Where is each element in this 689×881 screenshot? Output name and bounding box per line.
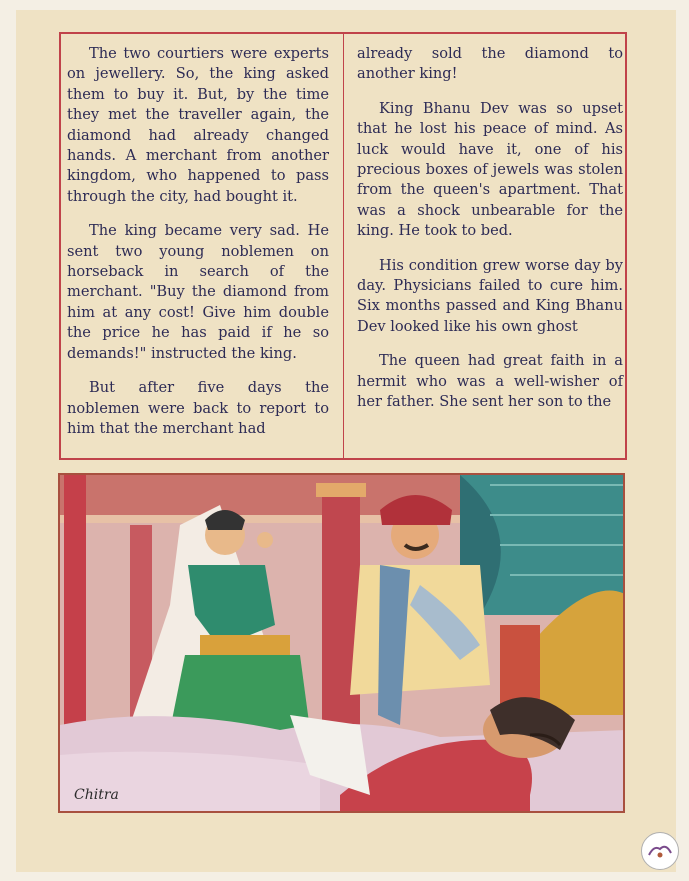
paragraph: But after five days the noblemen were back to report to him that the merchant had — [67, 379, 329, 437]
paragraph: The queen had great faith in a hermit who was a well-wisher of her father. She sent her son to the — [357, 352, 623, 411]
paragraph: already sold the diamond to another king! — [357, 45, 623, 83]
story-illustration — [58, 473, 625, 813]
paragraph: King Bhanu Dev was so upset that he lost his peace of mind. As luck would have it, one of his precious boxes of jewels was stolen from the queen's apartment. That was a shock unbearable for the king. He took to bed. — [357, 99, 623, 240]
left-column — [67, 44, 329, 453]
illustration-art — [60, 475, 625, 813]
column-divider — [343, 34, 344, 459]
paragraph: His condition grew worse day by day. Physicians failed to cure him. Six months passed and King Bhanu Dev looked like his own ghost — [357, 256, 623, 335]
publisher-logo — [641, 832, 679, 870]
paragraph: The king became very sad. He sent two young noblemen on horseback in search of the merchant. "Buy the diamond from him at any cost! Give him double the price he has paid if he so demands!" instructed the king. — [67, 222, 329, 362]
logo-icon — [646, 841, 674, 861]
right-column — [357, 44, 623, 427]
paragraph: The two courtiers were experts on jewellery. So, the king asked them to buy it. But, by the time they met the traveller again, the diamond had already changed hands. A merchant from another kingdom, who happened to pass through the city, had bought it. — [67, 45, 329, 205]
artist-signature: Chitra — [74, 787, 119, 803]
